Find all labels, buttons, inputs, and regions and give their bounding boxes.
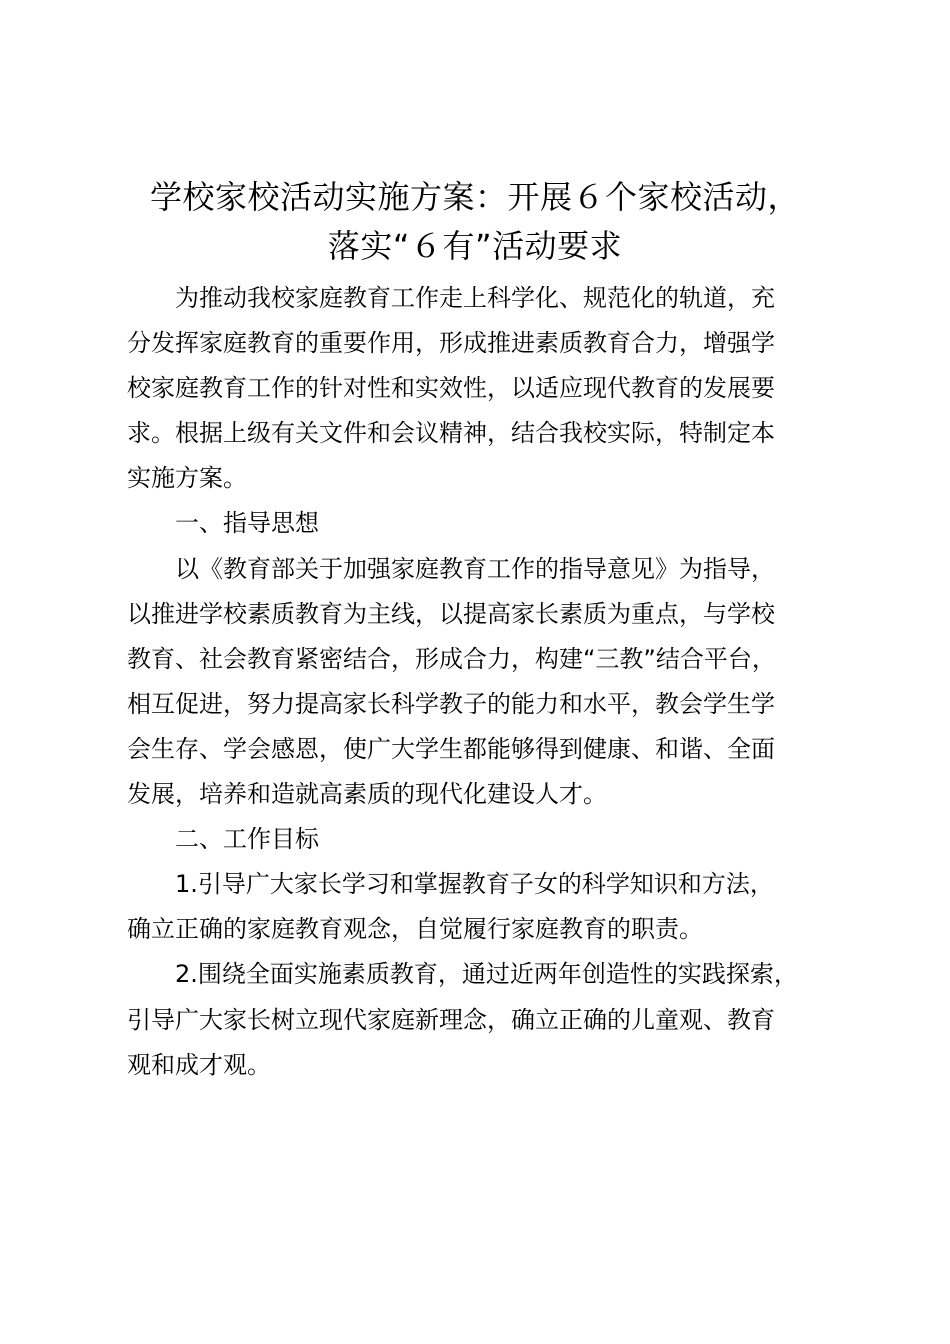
document-body	[127, 276, 847, 1088]
document-title-line-1: 学校家校活动实施方案：开展６个家校活动，	[149, 178, 800, 216]
document-title-line-2: 落实“６有”活动要求	[327, 227, 623, 265]
body-line: 为推动我校家庭教育工作走上科学化、规范化的轨道，充	[175, 284, 775, 312]
body-line: 以《教育部关于加强家庭教育工作的指导意见》为指导，	[175, 554, 775, 583]
body-line: 会生存、学会感恩，使广大学生都能够得到健康、和谐、全面	[127, 734, 775, 763]
section-heading-work-goals: 二、工作目标	[175, 825, 319, 854]
body-line: 2.围绕全面实施素质教育，通过近两年创造性的实践探索，	[175, 960, 798, 989]
body-line: 教育、社会教育紧密结合，形成合力，构建“三教”结合平台，	[127, 644, 776, 673]
body-line: 校家庭教育工作的针对性和实效性，以适应现代教育的发展要	[127, 374, 775, 403]
body-line: 1.引导广大家长学习和掌握教育子女的科学知识和方法，	[175, 870, 774, 899]
body-line: 观和成才观。	[127, 1050, 271, 1079]
body-line: 确立正确的家庭教育观念，自觉履行家庭教育的职责。	[127, 915, 703, 944]
section-heading-guiding-thought: 一、指导思想	[175, 509, 319, 538]
body-line: 实施方案。	[127, 464, 247, 493]
body-line: 求。根据上级有关文件和会议精神，结合我校实际，特制定本	[127, 419, 775, 448]
body-line: 分发挥家庭教育的重要作用，形成推进素质教育合力，增强学	[127, 329, 775, 358]
body-line: 相互促进，努力提高家长科学教子的能力和水平，教会学生学	[127, 689, 775, 718]
body-line: 引导广大家长树立现代家庭新理念，确立正确的儿童观、教育	[127, 1005, 775, 1034]
body-line: 以推进学校素质教育为主线，以提高家长素质为重点，与学校	[127, 599, 775, 628]
body-line: 发展，培养和造就高素质的现代化建设人才。	[127, 780, 607, 809]
